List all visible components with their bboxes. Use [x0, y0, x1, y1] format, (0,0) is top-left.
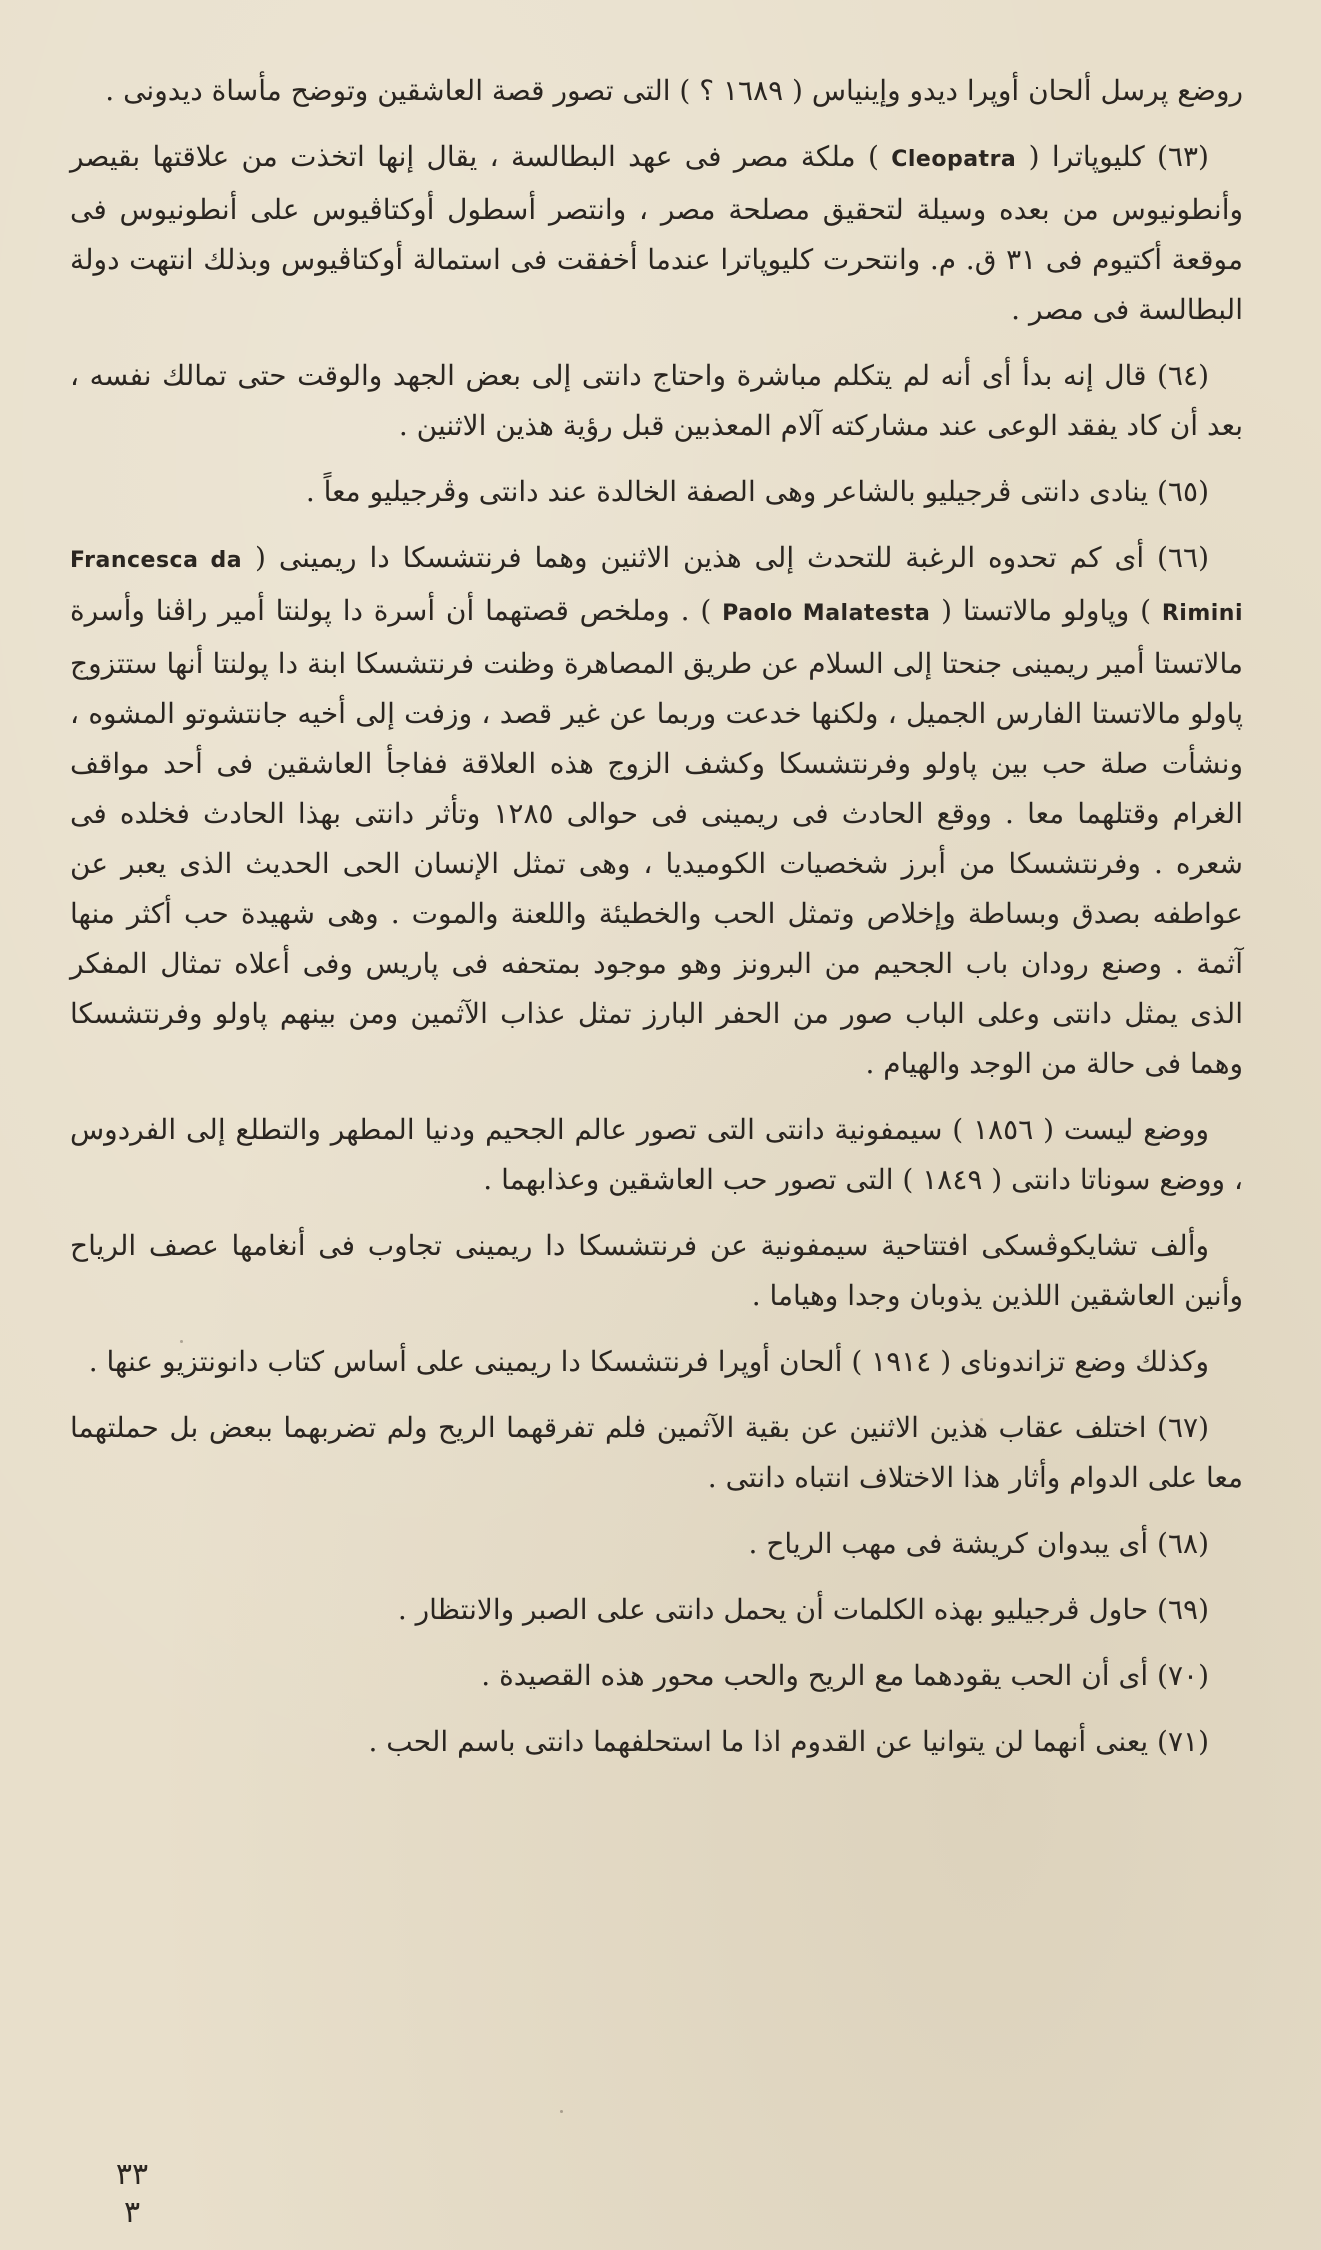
footnote-66-middle: ) وپاولو مالاتستا ( — [930, 594, 1162, 627]
footnote-66-after: ) . وملخص قصتهما أن أسرة دا پولنتا أمير راڤنا وأسرة مالاتستا أمير ريمينى جنحتا إلى السلام عن طريق المصاهرة وظنت فرنتشسكا ابنة دا پولنتا أنها ستتزوج پاولو مالاتستا الفارس الجميل ، ولكنها خدعت وربما عن غير قصد ، وزفت إلى أخيه جانتشوتو المشوه ، ونشأت صلة حب بين پاولو وفرنتشسكا وكشف الزوج هذه العلاقة ففاجأ العاشقين فى أحد مواقف الغرام وقتلهما معا . ووقع الحادث فى ريمينى فى حوالى ١٢٨٥ وتأثر دانتى بهذا الحادث فخلده فى شعره . وفرنتشسكا من أبرز شخصيات الكوميديا ، وهى تمثل الإنسان الحى الحديث الذى يعبر عن عواطفه بصدق وبساطة وإخلاص وتمثل الحب والخطيئة واللعنة والموت . وهى شهيدة حب أكثر منها آثمة . وصنع رودان باب الجحيم من البرونز وهو موجود بمتحفه فى پاريس وفى أعلاه تمثال المفكر الذى يمثل دانتى وعلى الباب صور من الحفر البارز تمثل عذاب الآثمين ومن بينهم پاولو وفرنتشسكا وهما فى حالة من الوجد والهيام . — [70, 594, 1244, 1080]
footnote-66-zandonai: وكذلك وضع تزاندوناى ( ١٩١٤ ) ألحان أوپرا فرنتشسكا دا ريمينى على أساس كتاب دانونتزيو عنها . — [88, 1345, 1209, 1378]
paper-speck — [560, 2110, 563, 2113]
footnote-63-latin-name: Cleopatra — [891, 147, 1017, 172]
footnote-66 — [70, 533, 1243, 1089]
footnote-63-before: (٦٣) كليوپاترا ( — [1016, 140, 1209, 173]
footnote-66-latin-name-2: Paolo Malatesta — [722, 601, 931, 626]
footnote-69: (٦٩) حاول ڤرجيليو بهذه الكلمات أن يحمل دانتى على الصبر والانتظار . — [397, 1593, 1209, 1626]
footnote-66-before: (٦٦) أى كم تحدوه الرغبة للتحدث إلى هذين الاثنين وهما فرنتشسكا دا ريمينى ( — [242, 541, 1209, 574]
footnote-67: (٦٧) اختلف عقاب هذين الاثنين عن بقية الآثمين فلم تفرقهما الريح ولم تضربهما ببعض بل حملتهما معا على الدوام وأثار هذا الاختلاف انتباه دانتى . — [70, 1411, 1243, 1494]
page-number-secondary: ٣ — [123, 2195, 141, 2230]
page-number-primary: ٣٣ — [115, 2157, 149, 2192]
footnote-68: (٦٨) أى يبدوان كريشة فى مهب الرياح . — [748, 1527, 1209, 1560]
page-number — [92, 2158, 172, 2230]
footnote-63-after: ) ملكة مصر فى عهد البطالسة ، يقال إنها اتخذت من علاقتها بقيصر وأنطونيوس من بعده وسيلة لتحقيق مصلحة مصر ، وانتصر أسطول أوكتاڤيوس على أنطونيوس فى موقعة أكتيوم فى ٣١ ق. م. وانتحرت كليوپاترا عندما أخفقت فى استمالة أوكتاڤيوس وبذلك انتهت دولة البطالسة فى مصر . — [70, 140, 1243, 326]
footnotes-text — [70, 66, 1243, 1783]
footnote-66-latin-name-1: Francesca da Rimini — [70, 548, 1244, 626]
footnote-70: (٧٠) أى أن الحب يقودهما مع الريح والحب محور هذه القصيدة . — [481, 1659, 1209, 1692]
footnote-71: (٧١) يعنى أنهما لن يتوانيا عن القدوم اذا ما استحلفهما دانتى باسم الحب . — [368, 1725, 1209, 1758]
footnote-65: (٦٥) ينادى دانتى ڤرجيليو بالشاعر وهى الصفة الخالدة عند دانتى وڤرجيليو معاً . — [305, 475, 1209, 508]
footnote-63 — [70, 132, 1243, 335]
footnote-66-liszt: ووضع ليست ( ١٨٥٦ ) سيمفونية دانتى التى تصور عالم الجحيم ودنيا المطهر والتطلع إلى الفردوس ، ووضع سوناتا دانتى ( ١٨٤٩ ) التى تصور حب العاشقين وعذابهما . — [70, 1113, 1243, 1196]
footnote-64: (٦٤) قال إنه بدأ أى أنه لم يتكلم مباشرة واحتاج دانتى إلى بعض الجهد والوقت حتى تمالك نفسه ، بعد أن كاد يفقد الوعى عند مشاركته آلام المعذبين قبل رؤية هذين الاثنين . — [70, 359, 1243, 442]
footnote-66-tchaikovsky: وألف تشايكوڤسكى افتتاحية سيمفونية عن فرنتشسكا دا ريمينى تجاوب فى أنغامها عصف الرياح وأنين العاشقين اللذين يذوبان وجدا وهياما . — [70, 1229, 1243, 1312]
paragraph-continuation: روضع پرسل ألحان أوپرا ديدو وإينياس ( ١٦٨٩ ؟ ) التى تصور قصة العاشقين وتوضح مأساة ديدونى . — [105, 74, 1243, 107]
